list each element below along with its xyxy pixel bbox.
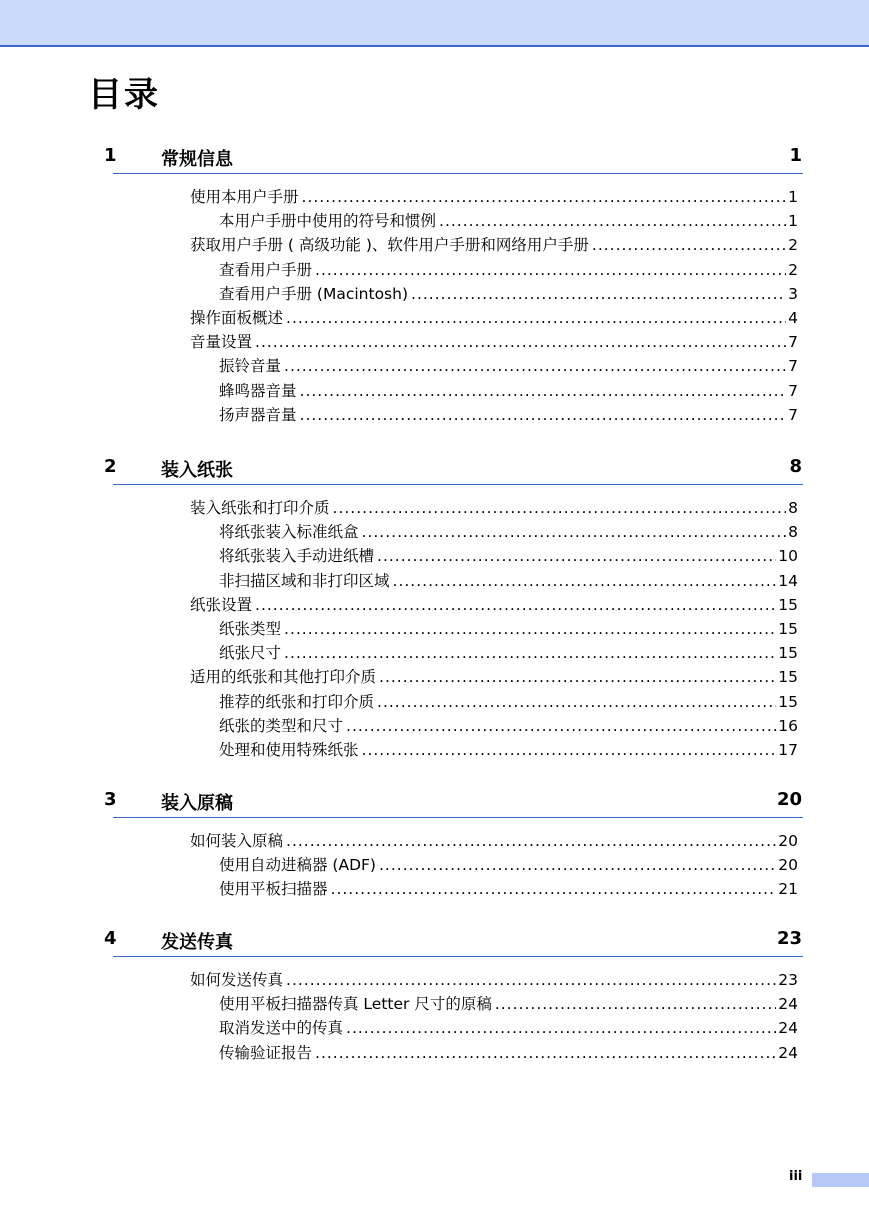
toc-entry-title: 本用户手册中使用的符号和惯例 bbox=[219, 212, 437, 231]
toc-entry-title: 将纸张装入标准纸盒 bbox=[219, 523, 359, 542]
chapter-title: 常规信息 bbox=[161, 149, 233, 170]
toc-entry-page: 24 bbox=[778, 1019, 798, 1038]
toc-entry[interactable] bbox=[219, 209, 798, 233]
toc-entry-page: 8 bbox=[788, 499, 798, 517]
toc-entry-page: 1 bbox=[788, 188, 798, 206]
toc-entry-page: 16 bbox=[778, 716, 798, 735]
toc-entry-page: 15 bbox=[778, 595, 798, 614]
toc-entry[interactable] bbox=[190, 233, 798, 257]
toc-entry-page: 15 bbox=[778, 644, 798, 663]
toc-entry-page: 7 bbox=[788, 357, 798, 376]
toc-entry-title: 操作面板概述 bbox=[190, 308, 284, 327]
toc-entry[interactable] bbox=[219, 714, 798, 738]
toc-entry-title: 取消发送中的传真 bbox=[219, 1019, 344, 1038]
toc-entry[interactable] bbox=[190, 593, 798, 617]
toc-entry-page: 24 bbox=[778, 1043, 798, 1062]
toc-entry[interactable] bbox=[219, 1016, 798, 1040]
dot-leader bbox=[362, 523, 787, 541]
toc-entry-title: 扬声器音量 bbox=[219, 405, 297, 424]
toc-entry-page: 1 bbox=[788, 212, 798, 231]
chapter-section bbox=[0, 787, 869, 902]
toc-entry-page: 2 bbox=[788, 260, 798, 279]
toc-entry-list bbox=[0, 968, 869, 1065]
toc-entry-list bbox=[0, 496, 869, 762]
dot-leader bbox=[255, 333, 786, 351]
toc-entry-page: 8 bbox=[788, 523, 798, 542]
toc-entry[interactable] bbox=[219, 544, 798, 568]
page-title: 目录 bbox=[88, 75, 160, 115]
dot-leader bbox=[300, 382, 787, 400]
toc-entry-title: 传输验证报告 bbox=[219, 1043, 313, 1062]
chapter-heading[interactable] bbox=[104, 454, 803, 485]
chapter-section bbox=[0, 143, 869, 427]
toc-entry-page: 14 bbox=[778, 571, 798, 590]
toc-entry-title: 振铃音量 bbox=[219, 357, 282, 376]
toc-entry-page: 20 bbox=[778, 856, 798, 875]
toc-entry[interactable] bbox=[219, 520, 798, 544]
toc-entry[interactable] bbox=[190, 306, 798, 330]
dot-leader bbox=[346, 717, 776, 735]
chapter-number: 4 bbox=[104, 928, 117, 949]
toc-entry-title: 适用的纸张和其他打印介质 bbox=[190, 668, 377, 687]
toc-entry-page: 7 bbox=[788, 381, 798, 400]
toc-entry-title: 使用平板扫描器 bbox=[219, 880, 328, 899]
footer-page-number: iii bbox=[789, 1169, 803, 1184]
dot-leader bbox=[286, 971, 776, 989]
toc-entry[interactable] bbox=[190, 330, 798, 354]
dot-leader bbox=[379, 668, 776, 686]
toc-entry-page: 15 bbox=[778, 692, 798, 711]
toc-entry-title: 使用本用户手册 bbox=[190, 188, 299, 206]
chapter-heading[interactable] bbox=[104, 787, 803, 818]
dot-leader bbox=[284, 620, 776, 638]
toc-entry-title: 纸张的类型和尺寸 bbox=[219, 716, 344, 735]
dot-leader bbox=[377, 547, 776, 565]
toc-entry[interactable] bbox=[219, 403, 798, 427]
dot-leader bbox=[286, 309, 786, 327]
toc-entry-title: 获取用户手册 ( 高级功能 )、软件用户手册和网络用户手册 bbox=[190, 236, 589, 255]
toc-entry[interactable] bbox=[190, 665, 798, 689]
toc-entry-page: 23 bbox=[778, 971, 798, 989]
header-band bbox=[0, 0, 869, 47]
toc-entry-title: 纸张设置 bbox=[190, 595, 253, 614]
toc-entry-title: 查看用户手册 (Macintosh) bbox=[219, 284, 409, 303]
toc-entry-list bbox=[0, 829, 869, 902]
dot-leader bbox=[411, 285, 786, 303]
toc-entry[interactable] bbox=[219, 738, 798, 762]
dot-leader bbox=[346, 1019, 776, 1037]
dot-leader bbox=[379, 856, 776, 874]
dot-leader bbox=[333, 499, 787, 517]
toc-entry-title: 装入纸张和打印介质 bbox=[190, 499, 330, 517]
toc-entry[interactable] bbox=[219, 690, 798, 714]
toc-entry-page: 4 bbox=[788, 308, 798, 327]
chapter-number: 3 bbox=[104, 789, 117, 810]
toc-entry-page: 7 bbox=[788, 405, 798, 424]
toc-entry[interactable] bbox=[219, 379, 798, 403]
toc-entry[interactable] bbox=[219, 617, 798, 641]
toc-entry-list bbox=[0, 185, 869, 427]
toc-entry-page: 7 bbox=[788, 333, 798, 352]
dot-leader bbox=[284, 357, 786, 375]
dot-leader bbox=[302, 188, 787, 206]
toc-entry[interactable] bbox=[219, 354, 798, 378]
toc-entry[interactable] bbox=[219, 877, 798, 901]
dot-leader bbox=[300, 406, 787, 424]
toc-entry[interactable] bbox=[219, 258, 798, 282]
toc-entry[interactable] bbox=[190, 185, 798, 209]
chapter-title: 装入原稿 bbox=[161, 793, 233, 814]
toc-entry[interactable] bbox=[219, 853, 798, 877]
dot-leader bbox=[255, 596, 776, 614]
toc-entry-title: 处理和使用特殊纸张 bbox=[219, 740, 359, 759]
toc-entry-page: 2 bbox=[788, 236, 798, 255]
toc-entry[interactable] bbox=[219, 1041, 798, 1065]
toc-entry[interactable] bbox=[190, 829, 798, 853]
dot-leader bbox=[286, 832, 776, 850]
dot-leader bbox=[315, 1044, 776, 1062]
toc-entry-title: 纸张类型 bbox=[219, 619, 282, 638]
toc-entry[interactable] bbox=[219, 641, 798, 665]
dot-leader bbox=[362, 741, 777, 759]
dot-leader bbox=[393, 572, 777, 590]
chapter-number: 1 bbox=[104, 145, 117, 166]
chapter-section bbox=[0, 454, 869, 762]
toc-entry-page: 24 bbox=[778, 995, 798, 1014]
toc-entry[interactable] bbox=[219, 569, 798, 593]
toc-entry-title: 使用自动进稿器 (ADF) bbox=[219, 856, 376, 875]
dot-leader bbox=[315, 261, 786, 279]
dot-leader bbox=[331, 880, 777, 898]
dot-leader bbox=[592, 236, 786, 254]
chapter-page-number: 23 bbox=[776, 928, 802, 949]
dot-leader bbox=[284, 644, 776, 662]
chapter-page-number: 20 bbox=[776, 789, 802, 810]
toc-entry-page: 17 bbox=[778, 740, 798, 759]
dot-leader bbox=[495, 995, 776, 1013]
toc-entry-title: 查看用户手册 bbox=[219, 260, 313, 279]
toc-entry-title: 音量设置 bbox=[190, 333, 253, 352]
toc-entry-title: 纸张尺寸 bbox=[219, 644, 282, 663]
toc-entry-title: 如何装入原稿 bbox=[190, 832, 284, 850]
chapter-heading[interactable] bbox=[104, 926, 803, 957]
chapter-title: 发送传真 bbox=[161, 932, 233, 953]
toc-entry-page: 20 bbox=[778, 832, 798, 850]
chapter-page-number: 1 bbox=[789, 145, 802, 166]
chapter-heading[interactable] bbox=[104, 143, 803, 174]
chapter-title: 装入纸张 bbox=[161, 460, 233, 481]
chapter-section bbox=[0, 926, 869, 1065]
dot-leader bbox=[439, 212, 786, 230]
toc-entry[interactable] bbox=[219, 992, 798, 1016]
toc-entry[interactable] bbox=[190, 968, 798, 992]
dot-leader bbox=[377, 693, 776, 711]
toc-entry[interactable] bbox=[219, 282, 798, 306]
toc-entry-title: 蜂鸣器音量 bbox=[219, 381, 297, 400]
toc-entry-page: 3 bbox=[788, 284, 798, 303]
toc-entry-page: 10 bbox=[778, 547, 798, 566]
toc-entry-title: 非扫描区域和非打印区域 bbox=[219, 571, 390, 590]
toc-entry-title: 将纸张装入手动进纸槽 bbox=[219, 547, 375, 566]
toc-entry-page: 15 bbox=[778, 619, 798, 638]
toc-entry-title: 如何发送传真 bbox=[190, 971, 284, 989]
footer-tab bbox=[812, 1173, 869, 1187]
chapter-page-number: 8 bbox=[789, 456, 802, 477]
toc-entry-page: 21 bbox=[778, 880, 798, 899]
toc-entry-title: 使用平板扫描器传真 Letter 尺寸的原稿 bbox=[219, 995, 492, 1014]
toc-entry[interactable] bbox=[190, 496, 798, 520]
toc-entry-title: 推荐的纸张和打印介质 bbox=[219, 692, 375, 711]
toc-entry-page: 15 bbox=[778, 668, 798, 687]
chapter-number: 2 bbox=[104, 456, 117, 477]
